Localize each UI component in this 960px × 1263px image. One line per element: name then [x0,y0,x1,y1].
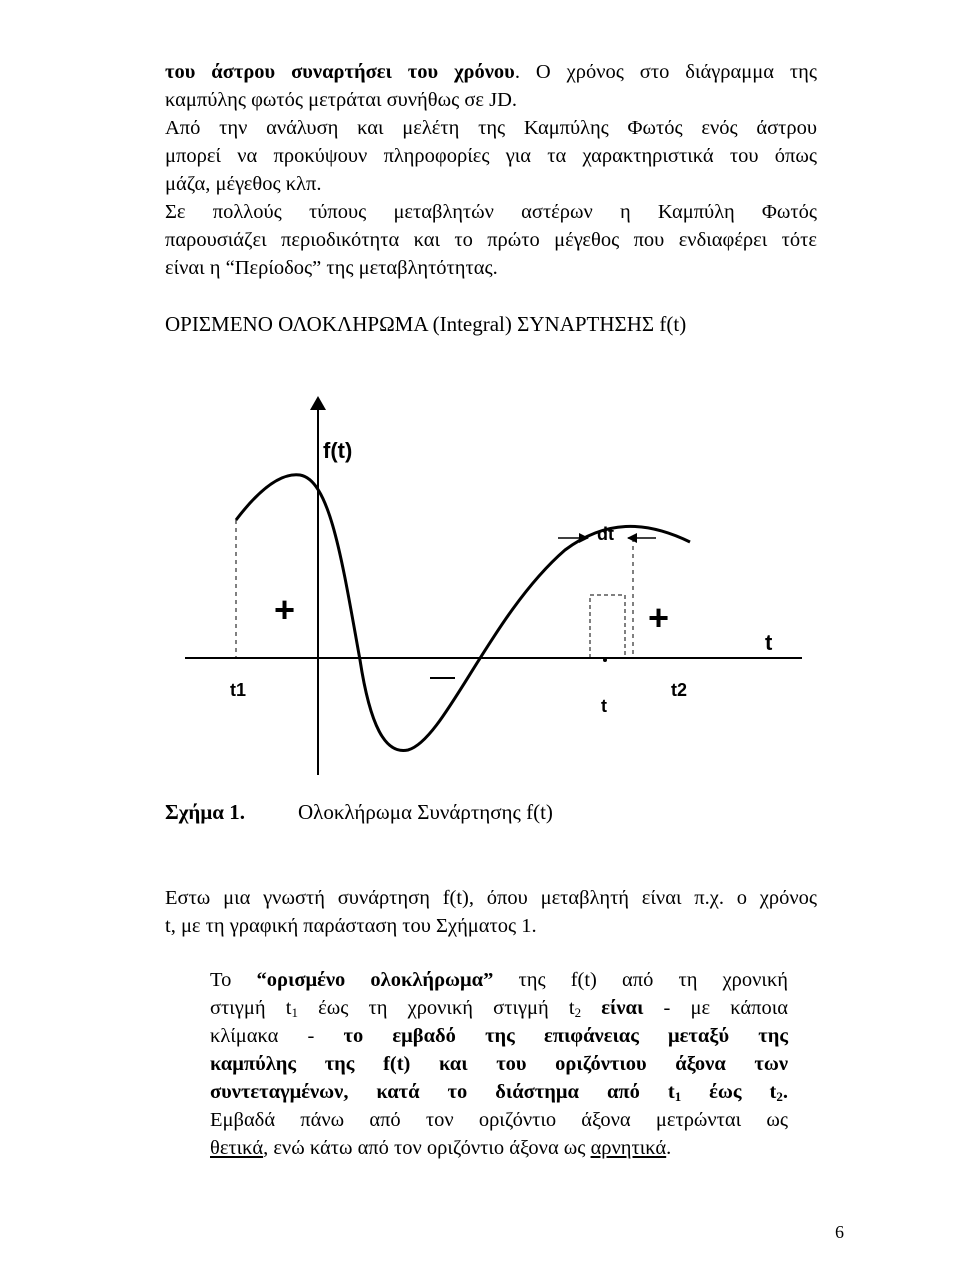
para1-line-2: t, με τη γραφική παράσταση του Σχήματος 1. [165,915,537,937]
y-axis-arrow [310,396,326,410]
t2-label: t2 [671,680,688,700]
para2-line-6: Εμβαδά πάνω από τον οριζόντιο άξονα μετρώνται ως [210,1109,788,1131]
function-curve [236,475,690,751]
intro-line-3: Από την ανάλυση και μελέτη της Καμπύλης Φωτός ενός άστρου [165,117,817,139]
plus-left: + [274,589,296,630]
intro-line-4: μπορεί να προκύψουν πληροφορίες για τα χαρακτηριστικά του όπως [165,145,817,167]
y-axis-label: f(t) [323,438,353,463]
dt-slice [590,595,625,658]
para2-line-1: Το “ορισμένο ολοκλήρωμα” της f(t) από τη χρονική [210,969,788,991]
intro-line-1: του άστρου συναρτήσει του χρόνου. Ο χρόνος στο διάγραμμα της [165,61,817,83]
dt-label: dt [597,524,614,544]
para1-line-1: Εστω μια γνωστή συνάρτηση f(t), όπου μεταβλητή είναι π.χ. ο χρόνος [165,887,817,909]
t-label: t [601,696,607,716]
caption-text: Ολοκλήρωμα Συνάρτησης f(t) [298,800,553,824]
intro-line-2: καμπύλης φωτός μετράται συνήθως σε JD. [165,89,518,111]
integral-figure [160,380,820,780]
page-number: 6 [835,1222,844,1242]
para2-line-3: κλίμακα - το εμβαδό της επιφάνειας μεταξύ της [210,1025,788,1047]
section-heading: ΟΡΙΣΜΕΝΟ ΟΛΟΚΛΗΡΩΜΑ (Integral) ΣΥΝΑΡΤΗΣΗΣ f(t) [165,312,687,336]
intro-line-7: παρουσιάζει περιοδικότητα και το πρώτο μέγεθος που ενδιαφέρει τότε [165,229,817,251]
para2-line-7: θετικά, ενώ κάτω από τον οριζόντιο άξονα ως αρνητικά. [210,1137,672,1159]
para2-line-5: συντεταγμένων, κατά το διάστημα από $t_1$ έως $t_2$. [210,1081,788,1104]
t-marker [603,658,607,662]
intro-line-5: μάζα, μέγεθος κλπ. [165,173,322,195]
t1-label: t1 [230,680,247,700]
intro-line-6: Σε πολλούς τύπους μεταβλητών αστέρων η Καμπύλη Φωτός [165,201,817,223]
para2-line-2: στιγμή $t_1$ έως τη χρονική στιγμή $t_2$ είναι - με κάποια [210,997,788,1020]
para2-line-4: καμπύλης της f(t) και του οριζόντιου άξονα των [210,1053,788,1075]
intro-line-8: είναι η “Περίοδος” της μεταβλητότητας. [165,257,498,279]
plus-right: + [648,597,670,638]
x-axis-label: t [765,630,773,655]
caption-label: Σχήμα 1. [165,800,245,824]
